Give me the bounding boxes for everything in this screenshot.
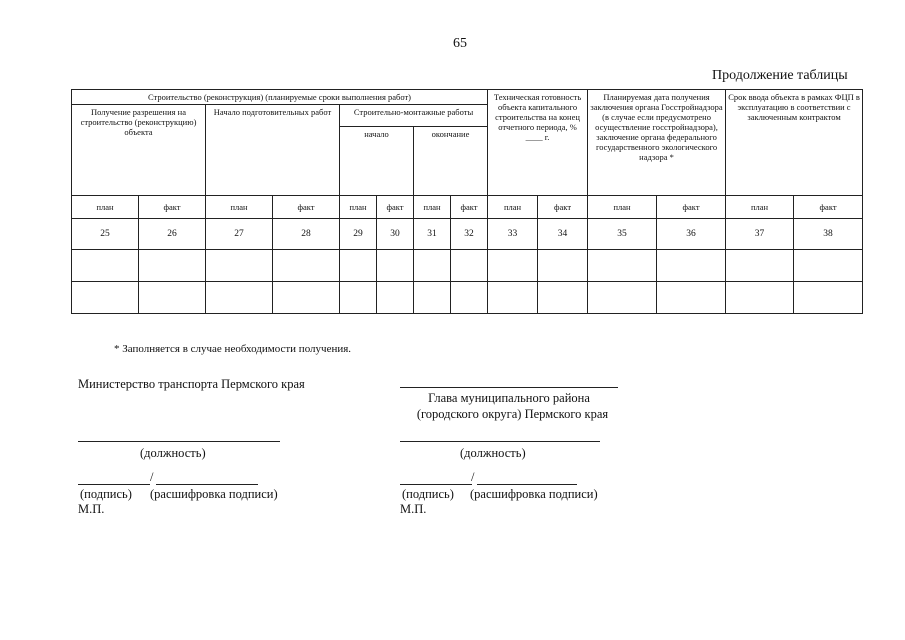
header-conclusion: Планируемая дата получения заключения органа Госстройнадзора (в случае если предусмотрено осуществление госстройнадзора), заключение органа федерального государственного экологического надзора *	[588, 90, 726, 196]
right-name-line	[400, 387, 618, 388]
column-number: 26	[139, 219, 206, 250]
left-signature-label: (подпись)	[80, 487, 132, 501]
plan-fact-cell: факт	[139, 196, 206, 219]
right-slash: /	[471, 470, 475, 484]
column-number: 34	[538, 219, 588, 250]
column-number: 29	[340, 219, 377, 250]
plan-fact-cell: план	[726, 196, 794, 219]
column-number: 27	[206, 219, 273, 250]
column-number: 37	[726, 219, 794, 250]
plan-fact-cell: факт	[273, 196, 340, 219]
plan-fact-cell: факт	[538, 196, 588, 219]
plan-fact-cell: план	[206, 196, 273, 219]
plan-fact-cell: план	[588, 196, 657, 219]
column-number: 32	[451, 219, 488, 250]
plan-fact-cell: факт	[657, 196, 726, 219]
header-prep: Начало подготовительных работ	[206, 105, 340, 196]
header-permit: Получение разрешения на строительство (реконструкцию) объекта	[72, 105, 206, 196]
column-number: 38	[794, 219, 863, 250]
right-signature-line	[400, 484, 472, 485]
right-signature-label: (подпись)	[402, 487, 454, 501]
header-end: окончание	[414, 127, 488, 196]
data-table	[71, 89, 863, 314]
header-readiness: Техническая готовность объекта капитального строительства на конец отчетного периода, % ____ г.	[488, 90, 588, 196]
left-decoding-line	[156, 484, 258, 485]
left-stamp: М.П.	[78, 502, 105, 516]
plan-fact-cell: план	[340, 196, 377, 219]
plan-fact-cell: факт	[451, 196, 488, 219]
header-commission: Срок ввода объекта в рамках ФЦП в эксплуатацию в соответствии с заключенным контрактом	[726, 90, 863, 196]
left-organization: Министерство транспорта Пермского края	[78, 377, 305, 391]
header-start: начало	[340, 127, 414, 196]
empty-row	[72, 282, 863, 314]
left-position-label: (должность)	[140, 446, 206, 460]
column-number: 30	[377, 219, 414, 250]
header-smr: Строительно-монтажные работы	[340, 105, 488, 127]
column-number: 28	[273, 219, 340, 250]
column-number: 36	[657, 219, 726, 250]
column-number: 31	[414, 219, 451, 250]
page-number: 65	[453, 36, 467, 51]
continuation-title: Продолжение таблицы	[712, 68, 848, 83]
plan-fact-cell: факт	[794, 196, 863, 219]
column-number: 33	[488, 219, 538, 250]
right-position-label: (должность)	[460, 446, 526, 460]
left-position-line	[78, 441, 280, 442]
plan-fact-cell: план	[72, 196, 139, 219]
column-number: 35	[588, 219, 657, 250]
empty-row	[72, 250, 863, 282]
header-construction: Строительство (реконструкция) (планируемые сроки выполнения работ)	[72, 90, 488, 105]
right-title-line2: (городского округа) Пермского края	[416, 407, 609, 421]
right-stamp: М.П.	[400, 502, 427, 516]
right-title-line1: Глава муниципального района	[428, 391, 590, 405]
plan-fact-cell: план	[414, 196, 451, 219]
column-number: 25	[72, 219, 139, 250]
plan-fact-cell: план	[488, 196, 538, 219]
left-signature-line	[78, 484, 150, 485]
right-position-line	[400, 441, 600, 442]
left-decoding-label: (расшифровка подписи)	[150, 487, 278, 501]
left-slash: /	[150, 470, 154, 484]
right-decoding-line	[477, 484, 577, 485]
plan-fact-cell: факт	[377, 196, 414, 219]
footnote: * Заполняется в случае необходимости получения.	[114, 343, 352, 355]
right-decoding-label: (расшифровка подписи)	[470, 487, 598, 501]
